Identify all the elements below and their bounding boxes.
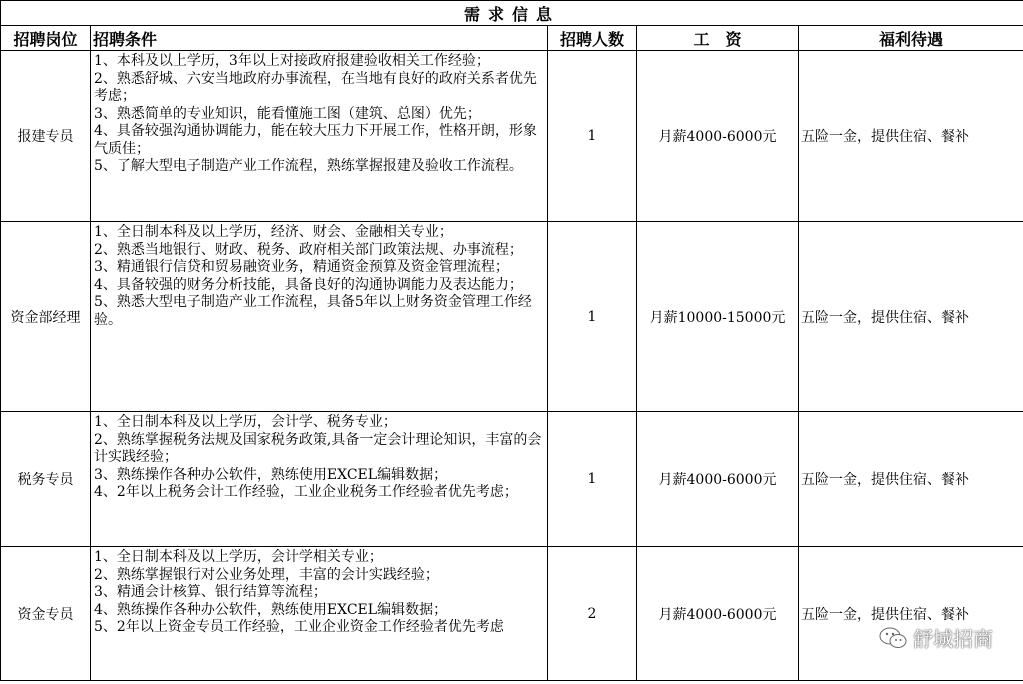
header-position: 招聘岗位 bbox=[1, 26, 91, 51]
requirements-cell bbox=[91, 51, 548, 222]
requirement-item: 2、熟悉舒城、六安当地政府办事流程，在当地有良好的政府关系者优先考虑； bbox=[94, 70, 537, 104]
salary-cell: 月薪4000-6000元 bbox=[637, 51, 799, 222]
requirement-item: 1、全日制本科及以上学历，经济、财会、金融相关专业； bbox=[94, 224, 453, 240]
requirements-cell bbox=[91, 547, 548, 681]
table-title-row bbox=[1, 1, 1023, 26]
requirement-item: 4、具备较强的财务分析技能，具备良好的沟通协调能力及表达能力； bbox=[94, 276, 523, 293]
requirements-cell bbox=[91, 412, 548, 547]
requirement-item: 1、全日制本科及以上学历，会计学、税务专业； bbox=[94, 414, 397, 430]
header-count: 招聘人数 bbox=[548, 26, 637, 51]
requirement-item: 1、全日制本科及以上学历，会计学相关专业； bbox=[94, 549, 383, 565]
benefits-cell: 五险一金，提供住宿、餐补 bbox=[799, 51, 1023, 222]
benefits-cell: 五险一金，提供住宿、餐补 bbox=[799, 412, 1023, 547]
table-header-row bbox=[1, 26, 1023, 51]
header-benefits: 福利待遇 bbox=[799, 26, 1023, 51]
watermark-text: 舒城招商 bbox=[913, 627, 993, 651]
watermark bbox=[879, 623, 993, 652]
requirement-item: 5、了解大型电子制造产业工作流程，熟练掌握报建及验收工作流程。 bbox=[94, 158, 523, 174]
requirement-item: 5、2年以上资金专员工作经验，工业企业资金工作经验者优先考虑 bbox=[94, 619, 504, 635]
header-requirements: 招聘条件 bbox=[91, 26, 548, 51]
position-cell: 税务专员 bbox=[1, 412, 91, 547]
requirement-item: 3、精通会计核算、银行结算等流程； bbox=[94, 584, 327, 600]
requirement-item: 4、具备较强沟通协调能力，能在较大压力下开展工作，性格开朗，形象气质佳； bbox=[94, 123, 537, 157]
position-cell: 资金部经理 bbox=[1, 222, 91, 412]
requirement-item: 4、2年以上税务会计工作经验，工业企业税务工作经验者优先考虑； bbox=[94, 484, 518, 500]
requirements-cell bbox=[91, 222, 548, 412]
position-cell: 报建专员 bbox=[1, 51, 91, 222]
requirement-item: 2、熟练掌握银行对公业务处理，丰富的会计实践经验； bbox=[94, 566, 439, 583]
count-cell: 1 bbox=[548, 412, 637, 547]
table-row bbox=[1, 547, 1023, 681]
salary-cell: 月薪10000-15000元 bbox=[637, 222, 799, 412]
header-salary: 工 资 bbox=[637, 26, 799, 51]
requirement-item: 3、精通银行信贷和贸易融资业务，精通资金预算及资金管理流程； bbox=[94, 259, 509, 275]
table-row bbox=[1, 412, 1023, 547]
table-row bbox=[1, 222, 1023, 412]
salary-cell: 月薪4000-6000元 bbox=[637, 547, 799, 681]
count-cell: 2 bbox=[548, 547, 637, 681]
requirement-item: 1、本科及以上学历，3年以上对接政府报建验收相关工作经验； bbox=[94, 53, 490, 69]
count-cell: 1 bbox=[548, 222, 637, 412]
requirement-item: 2、熟练掌握税务法规及国家税务政策,具备一定会计理论知识，丰富的会计实践经验； bbox=[94, 431, 542, 465]
position-cell: 资金专员 bbox=[1, 547, 91, 681]
table-title: 需求信息 bbox=[1, 1, 1023, 26]
requirement-item: 2、熟悉当地银行、财政、税务、政府相关部门政策法规、办事流程； bbox=[94, 241, 523, 258]
requirement-item: 3、熟练操作各种办公软件，熟练使用EXCEL编辑数据； bbox=[94, 466, 448, 483]
benefits-cell: 五险一金，提供住宿、餐补 bbox=[799, 547, 1023, 681]
requirement-item: 4、熟练操作各种办公软件，熟练使用EXCEL编辑数据； bbox=[94, 601, 448, 618]
requirement-item: 3、熟悉简单的专业知识，能看懂施工图（建筑、总图）优先； bbox=[94, 105, 481, 122]
salary-cell: 月薪4000-6000元 bbox=[637, 412, 799, 547]
table-row bbox=[1, 51, 1023, 222]
wechat-icon bbox=[879, 627, 907, 649]
requirement-item: 5、熟悉大型电子制造产业工作流程，具备5年以上财务资金管理工作经验。 bbox=[94, 294, 532, 328]
benefits-cell: 五险一金，提供住宿、餐补 bbox=[799, 222, 1023, 412]
count-cell: 1 bbox=[548, 51, 637, 222]
